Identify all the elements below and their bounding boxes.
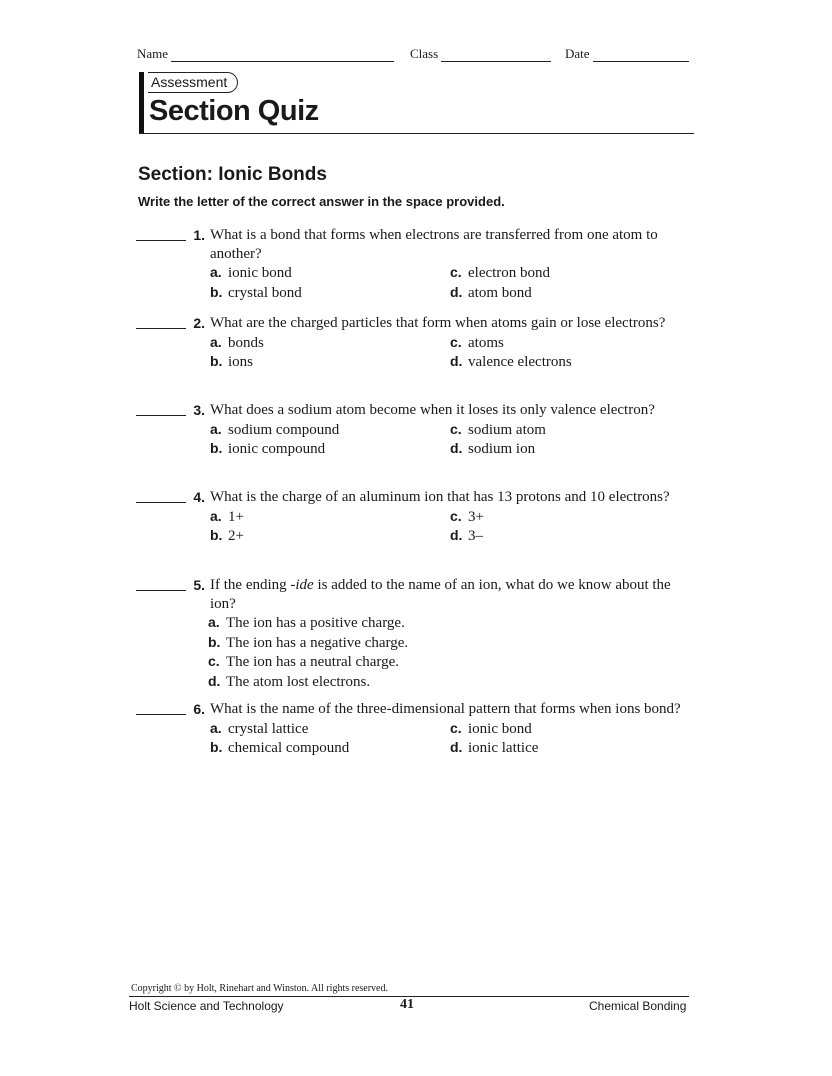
question-text: What does a sodium atom become when it loses its only valence electron? [210,402,655,418]
option-c: c. electron bond [450,264,551,281]
class-field[interactable] [410,46,551,62]
question-1 [136,226,696,302]
question-4 [136,488,696,546]
option-b: b. The ion has a negative charge. [208,633,409,651]
name-field[interactable] [137,46,394,62]
section-heading: Section: Ionic Bonds [138,164,327,185]
question-3 [136,401,696,459]
date-label: Date [565,46,590,61]
page-number: 41 [400,997,414,1012]
option-b: b. crystal bond [210,283,302,301]
question-2 [136,314,696,372]
name-line[interactable] [171,49,394,62]
option-a: a. crystal lattice [210,719,309,737]
option-a: a. 1+ [210,507,244,525]
suffix-ide: -ide [290,577,314,593]
date-line[interactable] [593,49,689,62]
option-d: d. ionic lattice [450,739,539,756]
question-number: 6. [193,701,205,717]
question-text: What is a bond that forms when electrons are transferred from one atom to another? [210,227,658,262]
page-title: Section Quiz [149,95,319,127]
question-number: 1. [193,227,205,243]
answer-blank-6[interactable] [136,714,186,715]
option-a: a. bonds [210,333,264,351]
class-label: Class [410,46,439,61]
option-c: c. 3+ [450,507,484,525]
option-a: a. The ion has a positive charge. [208,614,405,631]
answer-blank-1[interactable] [136,240,186,241]
class-line[interactable] [441,49,551,62]
answer-blank-2[interactable] [136,328,186,329]
option-b: b. ionic compound [210,440,326,457]
option-a: a. ionic bond [210,264,292,281]
question-number: 5. [193,577,205,593]
option-d: d. The atom lost electrons. [208,672,371,690]
question-text: What is the charge of an aluminum ion that has 13 protons and 10 electrons? [210,489,670,505]
name-label: Name [137,46,169,61]
instructions: Write the letter of the correct answer in the space provided. [138,194,505,209]
answer-blank-4[interactable] [136,502,186,503]
question-number: 4. [193,489,205,505]
option-d: d. atom bond [450,283,532,301]
copyright: Copyright © by Holt, Rinehart and Winston. All rights reserved. [131,983,388,994]
option-c: c. atoms [450,333,504,351]
publisher: Holt Science and Technology [129,999,284,1013]
question-6 [136,700,696,758]
option-a: a. sodium compound [210,420,340,438]
option-d: d. sodium ion [450,440,536,457]
option-b: b. ions [210,353,254,370]
chapter-title: Chemical Bonding [589,999,687,1013]
assessment-tab: Assessment [148,72,238,93]
option-d: d. valence electrons [450,353,572,370]
option-d: d. 3– [450,527,483,544]
option-b: b. 2+ [210,527,244,544]
banner-rule [139,133,694,134]
option-b: b. chemical compound [210,739,350,756]
answer-blank-3[interactable] [136,415,186,416]
question-text: If the ending -ide is added to the name of an ion, what do we know about the ion? [210,577,671,612]
date-field[interactable] [565,46,689,62]
question-5 [136,576,696,691]
question-text: What are the charged particles that form when atoms gain or lose electrons? [210,315,666,331]
question-number: 3. [193,402,205,418]
option-c: c. The ion has a neutral charge. [208,653,399,670]
question-text: What is the name of the three-dimensional pattern that forms when ions bond? [210,701,681,717]
banner-bar [139,72,144,134]
option-c: c. sodium atom [450,420,546,438]
answer-blank-5[interactable] [136,590,186,591]
option-c: c. ionic bond [450,719,532,737]
question-number: 2. [193,315,205,331]
